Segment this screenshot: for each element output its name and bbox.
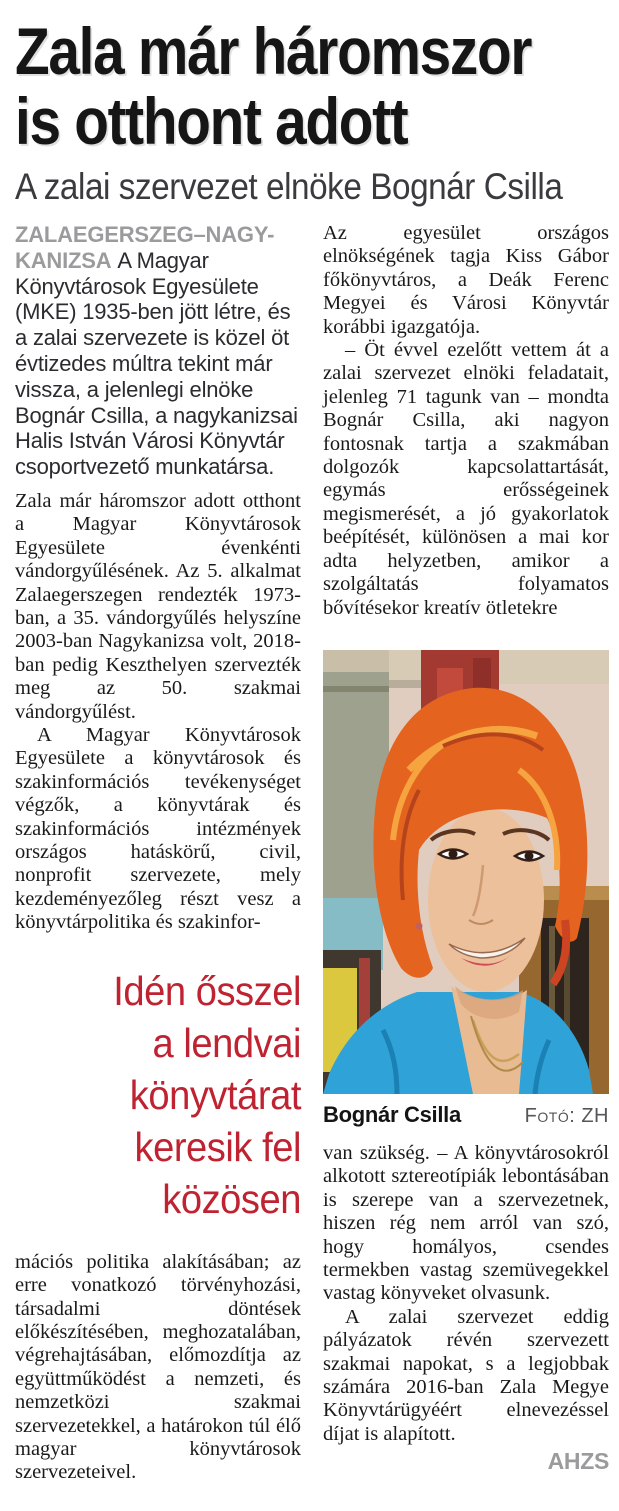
pull-quote-line: könyvtárat — [129, 1071, 301, 1118]
body-paragraph-1: Zala már háromszor adott otthont a Magyar Könyvtárosok Egyesülete évenkénti vándorgyűlésének. Az 5. alkalmat Zalaegerszegen rendezték 1973-ban, a 35. vándorgyűlés helyszíne 2003-ban Nagykanizsa volt, 2018-ban pedig Keszthelyen szervezték meg az 50. szakmai vándorgyűlést. — [15, 489, 301, 723]
pull-quote-line: a lendvai — [152, 1019, 301, 1066]
article-title-line2: is otthont adott — [15, 84, 408, 158]
byline: AHZS — [547, 1448, 609, 1475]
article-title-line1: Zala már háromszor — [15, 14, 532, 88]
body-paragraph-5: – Öt évvel ezelőtt vettem át a zalai szervezet elnöki feladatait, jelenleg 71 tagunk van – mondta Bognár Csilla, aki nagyon fontosnak tartja a szakmában dolgozók kapcsolattartását, egymás erősségeinek megismerését, a jó gyakorlatok beépítését, különösen a mai kor adta helyzetben, amikor a szolgáltatás folyamatos bővítésekor kreatív ötletekre — [323, 339, 609, 619]
article-columns — [0, 208, 619, 1485]
body-paragraph-7: A zalai szervezet eddig pályázatok révén szervezett szakmai napokat, s a legjobbak számára 2016-ban Zala Megye Könyvtárügyéért elnevezéssel díjat is alapított. — [323, 1305, 609, 1445]
lead-text: A Magyar Könyvtárosok Egyesülete (MKE) 1935-ben jött létre, és a zalai szervezete is közel öt évtizedes múltra tekint már vissza, a jelenlegi elnöke Bognár Csilla, a nagykanizsai Halis István Városi Könyvtár csoportvezető munkatársa. — [15, 247, 298, 480]
article-header — [0, 0, 619, 208]
portrait-photo — [323, 650, 609, 1094]
right-column — [323, 222, 609, 1485]
photo-credit: Fotó: ZH — [524, 1104, 609, 1127]
pull-quote-line: Idén ősszel — [113, 967, 302, 1014]
left-column — [15, 222, 301, 1485]
pull-quote-line: keresik fel — [134, 1123, 301, 1170]
portrait-figure — [323, 650, 609, 1128]
photo-caption-row — [323, 1102, 609, 1128]
pull-quote-line: közösen — [162, 1175, 301, 1222]
body-paragraph-3: mációs politika alakításában; az erre vonatkozó törvényhozási, társadalmi döntések előkészítésében, meghozatalában, végrehajtásában, előmozdítja az együttműködést a nemzeti, és nemzetközi szakmai szervezetekkel, a határokon túl élő magyar könyvtárosok szervezeteivel. — [15, 1250, 301, 1484]
lead-paragraph — [15, 222, 301, 480]
body-paragraph-4: Az egyesület országos elnökségének tagja Kiss Gábor főkönyvtáros, a Deák Ferenc Megyei és Városi Könyvtár korábbi igazgatója. — [323, 222, 609, 338]
body-paragraph-6: van szükség. – A könyvtárosokról alkotott sztereotípiák lebontásában is szerepe van a szervezetnek, hiszen rég nem arról van szó, hogy homályos, csendes termekben vastag szemüvegekkel vastag könyveket olvasunk. — [323, 1141, 609, 1305]
article-title — [15, 14, 532, 158]
pull-quote — [35, 965, 301, 1225]
location-tag: ZALAEGERSZEG–NAGY-KANIZSA — [15, 222, 275, 273]
photo-caption-name: Bognár Csilla — [323, 1101, 461, 1127]
article-subtitle: A zalai szervezet elnöke Bognár Csilla — [15, 166, 563, 207]
body-paragraph-2: A Magyar Könyvtárosok Egyesülete a könyvtárosok és szakinformációs tevékenységet végzők, a könyvtárak és szakinformációs intézmények országos hatáskörű, civil, nonprofit szervezete, mely kezdeményezőleg részt vesz a könyvtárpolitika és szakinfor- — [15, 724, 301, 934]
